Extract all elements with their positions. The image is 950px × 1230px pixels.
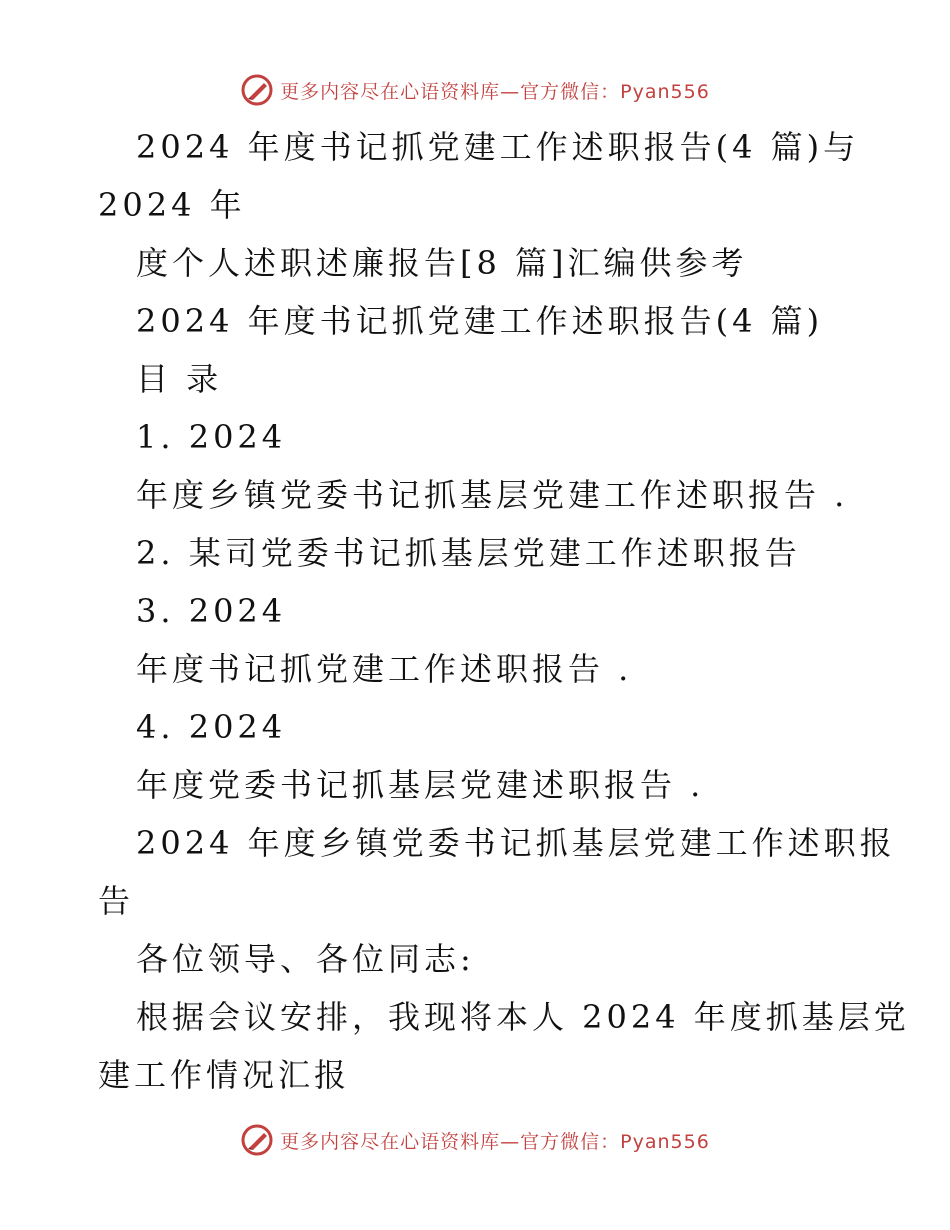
- report-title-line-2: 告: [98, 882, 135, 920]
- toc-item-3-title: 年度书记抓党建工作述职报告 .: [136, 650, 633, 688]
- toc-item-4-title: 年度党委书记抓基层党建述职报告 .: [136, 766, 705, 804]
- toc-item-3-number: 3. 2024: [136, 592, 287, 630]
- doc-title-line-2: 2024 年: [98, 186, 246, 224]
- toc-item-4-number: 4. 2024: [136, 708, 287, 746]
- doc-title-line-3: 度个人述职述廉报告[8 篇]汇编供参考: [136, 244, 748, 282]
- watermark-header-text: 更多内容尽在心语资料库—官方微信：Pyan556: [280, 80, 710, 103]
- toc-item-2: 2. 某司党委书记抓基层党建工作述职报告: [136, 534, 801, 572]
- toc-heading: 目 录: [136, 360, 223, 398]
- pen-seal-icon: [240, 1123, 274, 1157]
- doc-title-line-1: 2024 年度书记抓党建工作述职报告(4 篇)与: [136, 128, 860, 166]
- body-paragraph-line-1: 根据会议安排，我现将本人 2024 年度抓基层党: [136, 998, 910, 1036]
- section-title: 2024 年度书记抓党建工作述职报告(4 篇): [136, 302, 824, 340]
- body-paragraph-line-2: 建工作情况汇报: [98, 1056, 351, 1094]
- salutation: 各位领导、各位同志:: [136, 940, 475, 978]
- toc-item-1-number: 1. 2024: [136, 418, 287, 456]
- toc-item-1-title: 年度乡镇党委书记抓基层党建工作述职报告 .: [136, 476, 849, 514]
- watermark-footer: [0, 1122, 950, 1158]
- watermark-footer-text: 更多内容尽在心语资料库—官方微信：Pyan556: [280, 1130, 710, 1153]
- report-title-line-1: 2024 年度乡镇党委书记抓基层党建工作述职报: [136, 824, 896, 862]
